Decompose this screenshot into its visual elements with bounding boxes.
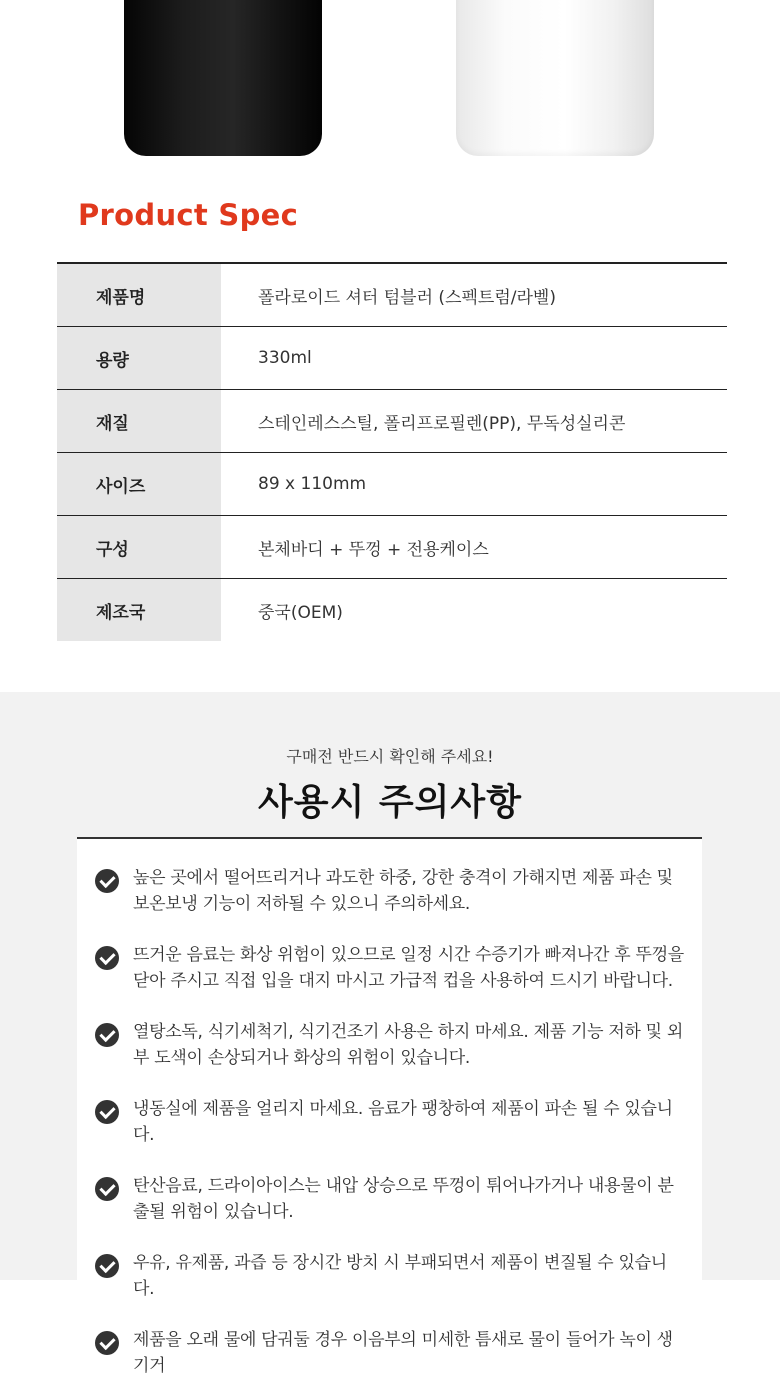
caution-item (95, 1250, 688, 1302)
spec-row-components (57, 516, 727, 579)
caution-item (95, 1327, 688, 1379)
check-circle-icon (95, 1100, 119, 1124)
spec-row-name (57, 264, 727, 327)
spec-value: 본체바디 + 뚜껑 + 전용케이스 (258, 539, 489, 560)
check-circle-icon (95, 869, 119, 893)
caution-item-text: 높은 곳에서 떨어뜨리거나 과도한 하중, 강한 충격이 가해지면 제품 파손 및 보온보냉 기능이 저하될 수 있으니 주의하세요. (133, 868, 673, 914)
caution-section (0, 692, 780, 1376)
caution-list (77, 837, 702, 1376)
caution-item (95, 1096, 688, 1148)
spec-value: 스테인레스스틸, 폴리프로필렌(PP), 무독성실리콘 (258, 413, 626, 434)
spec-row-size (57, 453, 727, 516)
check-circle-icon (95, 1331, 119, 1355)
spec-label: 재질 (57, 390, 221, 452)
caution-item-text: 우유, 유제품, 과즙 등 장시간 방치 시 부패되면서 제품이 변질될 수 있습니다. (133, 1253, 667, 1299)
caution-item-text: 뜨거운 음료는 화상 위험이 있으므로 일정 시간 수증기가 빠져나간 후 뚜껑을 닫아 주시고 직접 입을 대지 마시고 가급적 컵을 사용하여 드시기 바랍니다. (133, 945, 684, 991)
check-circle-icon (95, 946, 119, 970)
product-spec-title: Product Spec (78, 198, 299, 232)
spec-row-capacity (57, 327, 727, 390)
spec-value: 89 x 110mm (258, 474, 367, 494)
check-circle-icon (95, 1177, 119, 1201)
check-circle-icon (95, 1254, 119, 1278)
caution-item (95, 1173, 688, 1225)
black-tumbler-image (124, 0, 322, 156)
spec-value: 폴라로이드 셔터 텀블러 (스펙트럼/라벨) (258, 287, 556, 308)
product-image-area (0, 0, 780, 170)
caution-item-text: 열탕소독, 식기세척기, 식기건조기 사용은 하지 마세요. 제품 기능 저하 및 외부 도색이 손상되거나 화상의 위험이 있습니다. (133, 1022, 684, 1068)
spec-label: 제품명 (57, 264, 221, 326)
spec-label: 용량 (57, 327, 221, 389)
spec-label: 제조국 (57, 579, 221, 641)
caution-item-text: 제품을 오래 물에 담궈둘 경우 이음부의 미세한 틈새로 물이 들어가 녹이 생기거 (133, 1330, 673, 1376)
spec-value: 330ml (258, 348, 312, 368)
caution-item-text: 냉동실에 제품을 얼리지 마세요. 음료가 팽창하여 제품이 파손 될 수 있습니다. (133, 1099, 673, 1145)
caution-item (95, 942, 688, 994)
spec-row-origin (57, 579, 727, 641)
spec-label: 구성 (57, 516, 221, 578)
caution-subtitle: 구매전 반드시 확인해 주세요! (286, 747, 494, 766)
caution-title: 사용시 주의사항 (258, 782, 522, 823)
spec-row-material (57, 390, 727, 453)
caution-item-text: 탄산음료, 드라이아이스는 내압 상승으로 뚜껑이 튀어나가거나 내용물이 분출될 위험이 있습니다. (133, 1176, 674, 1222)
caution-item (95, 1019, 688, 1071)
spec-table (57, 262, 727, 641)
check-circle-icon (95, 1023, 119, 1047)
caution-item (95, 865, 688, 917)
white-tumbler-image (456, 0, 654, 156)
spec-label: 사이즈 (57, 453, 221, 515)
spec-value: 중국(OEM) (258, 602, 343, 623)
